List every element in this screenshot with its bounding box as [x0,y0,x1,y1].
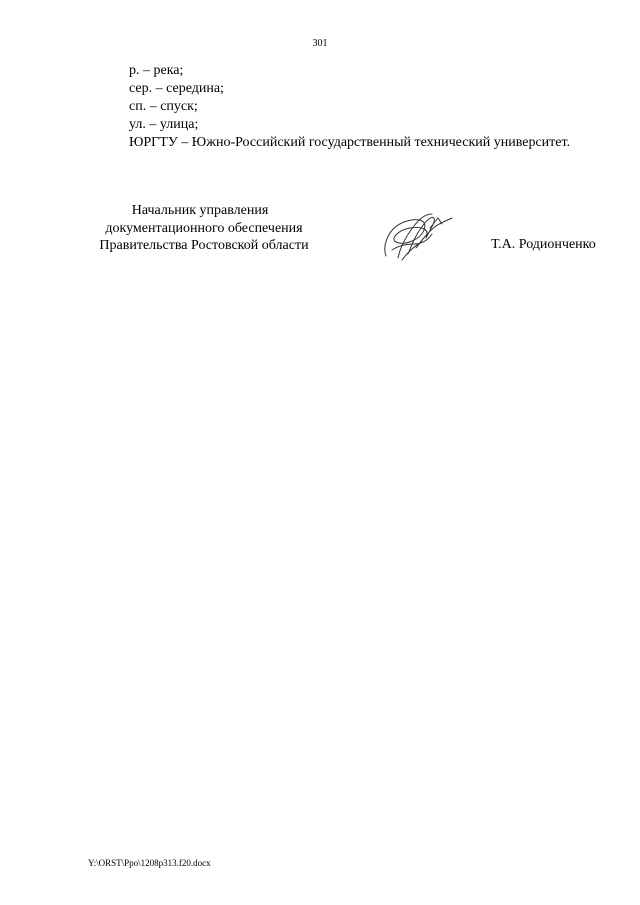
signer-title-line: Начальник управления [131,203,269,218]
abbreviation-item: сер. – середина; [129,81,224,96]
signer-title-line: документационного обеспечения [105,220,303,236]
signer-title-line: Правительства Ростовской области [99,238,309,253]
signer-name: Т.А. Родионченко [491,237,596,252]
handwritten-signature [378,206,458,264]
abbreviation-item: ул. – улица; [129,117,199,132]
abbreviation-list [129,62,570,152]
abbreviation-item: р. – река; [129,63,184,78]
file-path-footer: Y:\ORST\Ppo\1208p313.f20.docx [88,858,211,868]
signer-title-block [84,202,324,255]
page-number: 301 [312,38,328,49]
abbreviation-item: сп. – спуск; [129,99,198,114]
abbreviation-item: ЮРГТУ – Южно-Российский государственный технический университет. [129,135,571,150]
